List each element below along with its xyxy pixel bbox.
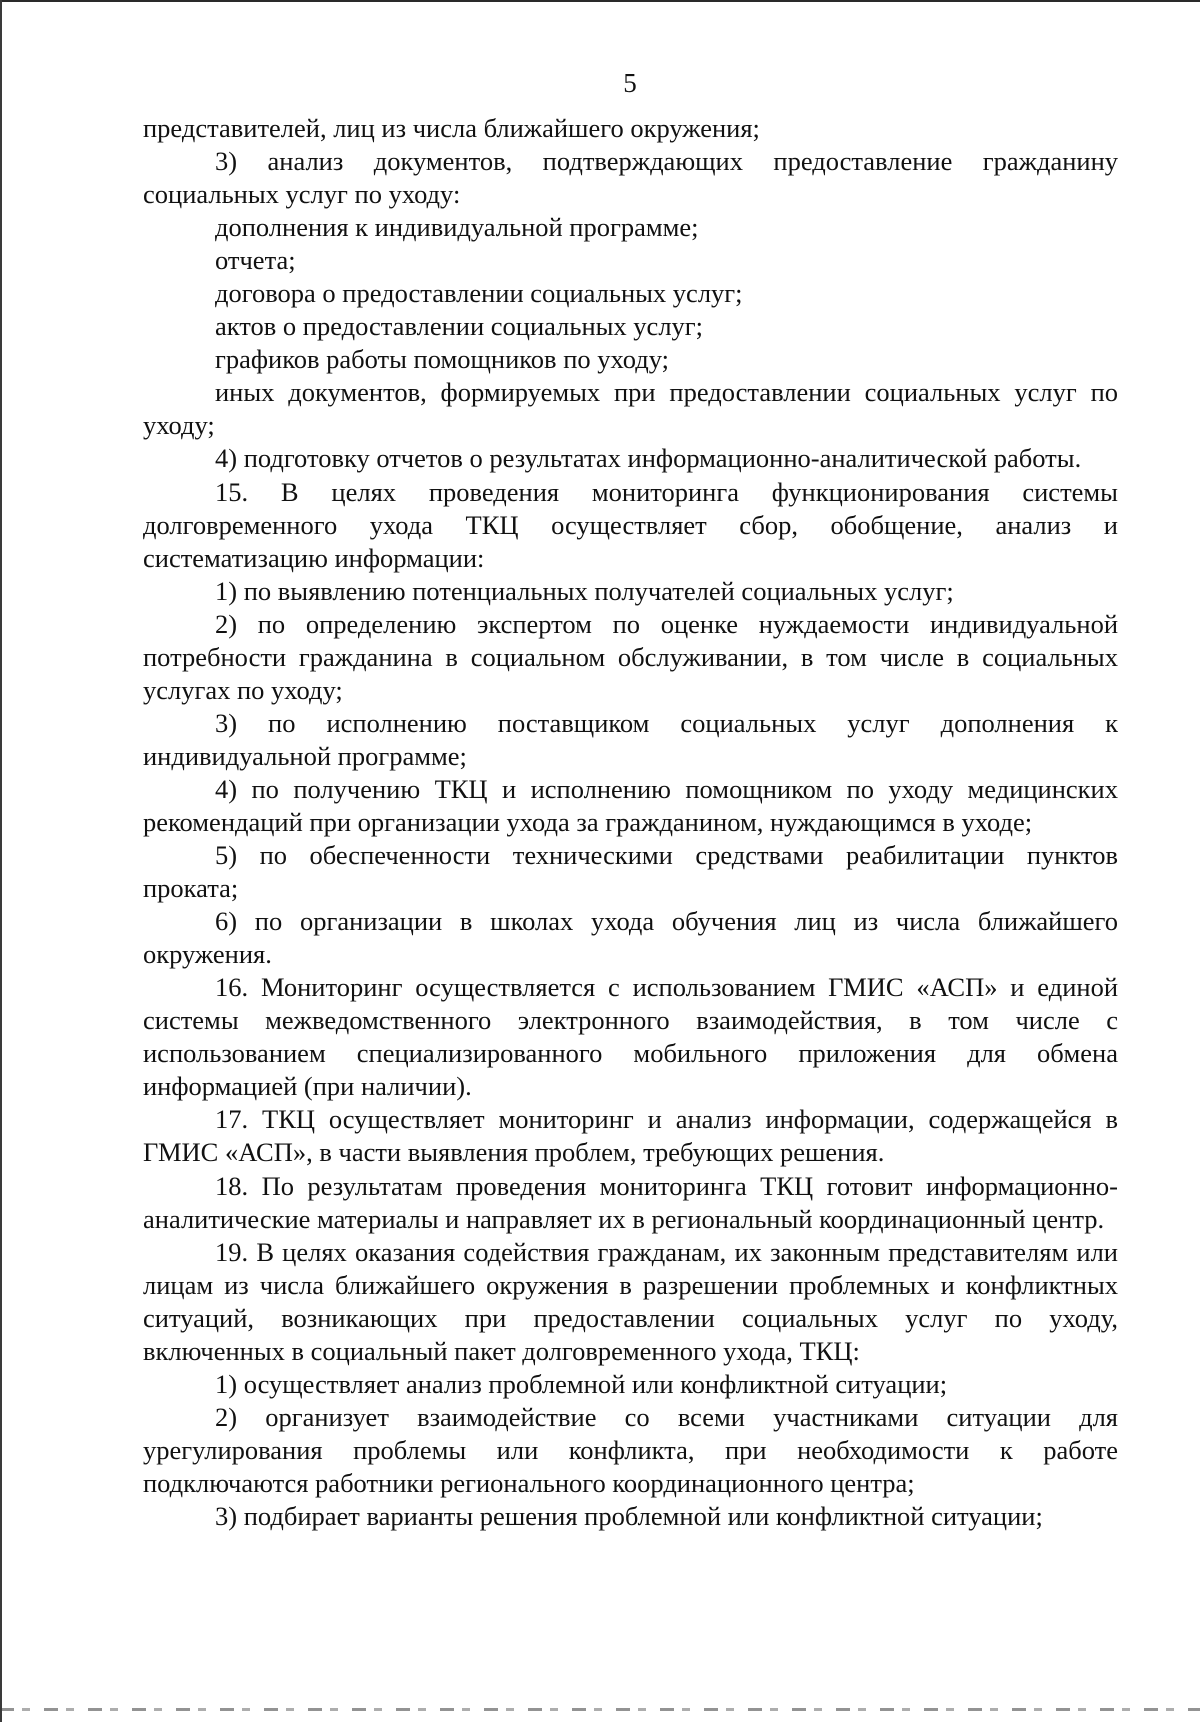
list-item-4-reports: 4) подготовку отчетов о результатах информационно-аналитической работы. [215, 443, 1082, 474]
paragraph-continuation: представителей, лиц из числа ближайшего окружения; [143, 113, 760, 143]
clause-17: 17. ТКЦ осуществляет мониторинг и анализ информации, содержащейся в ГМИС «АСП», в части выявления проблем, требующих решения. [143, 1104, 1118, 1168]
clause-18: 18. По результатам проведения мониторинга ТКЦ готовит информационно-аналитические материалы и направляет их в региональный координационный центр. [143, 1170, 1118, 1234]
clause-15-item-1: 1) по выявлению потенциальных получателей социальных услуг; [215, 575, 954, 606]
list-item-3-document-analysis: 3) анализ документов, подтверждающих предоставление гражданину социальных услуг по уходу: [143, 146, 1118, 210]
scan-bottom-edge [0, 1708, 1200, 1711]
clause-15-item-3: 3) по исполнению поставщиком социальных услуг дополнения к индивидуальной программе; [143, 707, 1118, 771]
clause-19-item-1: 1) осуществляет анализ проблемной или конфликтной ситуации; [215, 1368, 948, 1399]
scan-top-edge [0, 0, 1200, 2]
sub-item-work-schedules: графиков работы помощников по уходу; [215, 344, 669, 375]
sub-item-other-documents: иных документов, формируемых при предоставлении социальных услуг по уходу; [143, 377, 1118, 441]
clause-15-item-5: 5) по обеспеченности техническими средствами реабилитации пунктов проката; [143, 840, 1118, 904]
scan-left-edge [0, 0, 2, 1722]
clause-19: 19. В целях оказания содействия гражданам, их законным представителям или лицам из числа ближайшего окружения в разрешении проблемных и конфликтных ситуаций, возникающих при предоставлении социальных услуг по уходу, включенных в социальный пакет долговременного ухода, ТКЦ: [143, 1236, 1118, 1366]
clause-15: 15. В целях проведения мониторинга функционирования системы долговременного ухода ТКЦ осуществляет сбор, обобщение, анализ и систематизацию информации: [143, 476, 1118, 573]
document-body [143, 112, 1118, 1533]
sub-item-service-acts: актов о предоставлении социальных услуг; [215, 311, 704, 342]
clause-15-item-2: 2) по определению экспертом по оценке нуждаемости индивидуальной потребности гражданина в социальном обслуживании, в том числе в социальных услугах по уходу; [143, 608, 1118, 705]
sub-item-report: отчета; [215, 245, 296, 276]
clause-19-item-3: 3) подбирает варианты решения проблемной или конфликтной ситуации; [215, 1500, 1043, 1531]
sub-item-service-contract: договора о предоставлении социальных услуг; [215, 278, 743, 309]
clause-15-item-4: 4) по получению ТКЦ и исполнению помощником по уходу медицинских рекомендаций при организации ухода за гражданином, нуждающимся в уходе; [143, 773, 1118, 837]
clause-16: 16. Мониторинг осуществляется с использованием ГМИС «АСП» и единой системы межведомственного электронного взаимодействия, в том числе с использованием специализированного мобильного приложения для обмена информацией (при наличии). [143, 972, 1118, 1102]
clause-19-item-2: 2) организует взаимодействие со всеми участниками ситуации для урегулирования проблемы или конфликта, при необходимости к работе подключаются работники регионального координационного центра; [143, 1401, 1118, 1498]
sub-item-program-supplements: дополнения к индивидуальной программе; [215, 212, 699, 243]
page-number: 5 [623, 68, 637, 98]
clause-15-item-6: 6) по организации в школах ухода обучения лиц из числа ближайшего окружения. [143, 906, 1118, 970]
